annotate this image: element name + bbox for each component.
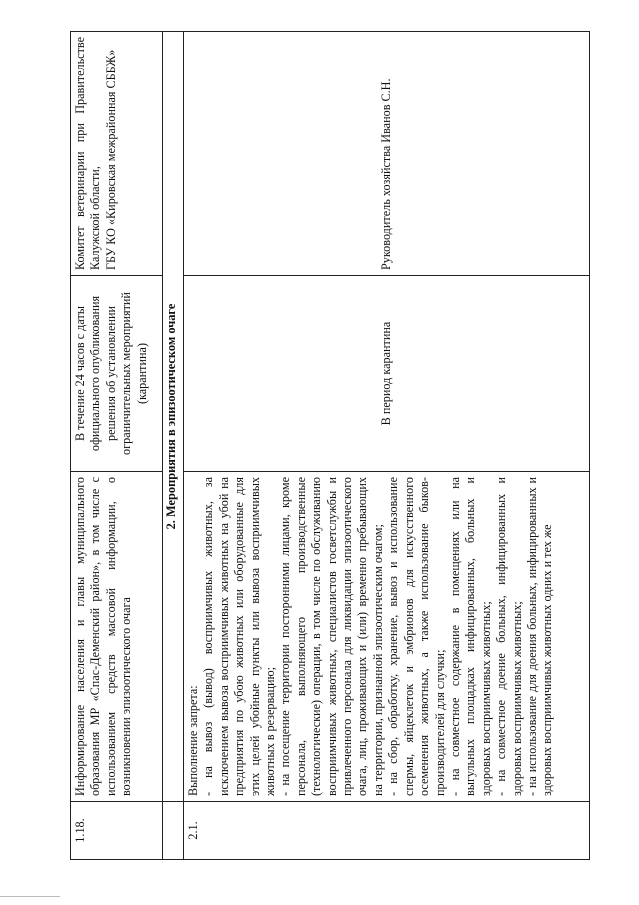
row-term: В течение 24 часов с даты официального опубликования решения об установлении ограничительных мероприятий (карантина) — [71, 276, 163, 472]
scan-edge-mark — [0, 896, 60, 897]
row-number: 2.1. — [184, 802, 590, 860]
section-title: 2. Мероприятия в эпизоотическом очаге — [163, 32, 184, 802]
row-term: В период карантина — [184, 276, 590, 472]
row-action: Информирование населения и главы муниципального образования МР «Спас-Деменский район», в том числе с использованием средств массовой информации, о возникновении эпизоотического очага — [71, 472, 163, 802]
row-action: Выполнение запрета: - на вывоз (вывод) восприимчивых животных, за исключением вывоза восприимчивых животных на убой на предприятия по убою животных или оборудованные для этих целей убойные пункты или вывоза восприимчивых животных в резервацию; - на посещение территории посторонними лицами, кроме персонала, выполняющего производственные (технологические) операции, в том числе по обслуживанию восприимчивых животных, специалистов госветслужбы и привлеченного персонала для ликвидации эпизоотического очага, лиц, проживающих и (или) временно пребывающих на территории, признанной эпизоотическим очагом; - на сбор, обработку, хранение, вывоз и использование спермы, яйцеклеток и эмбрионов для искусственного осеменения животных, а также использование быков-производителей для случки; - на совместное содержание в помещениях или на выгульных площадках инфицированных, больных и здоровых восприимчивых животных; - на совместное доение больных, инфицированных и здоровых восприимчивых животных; - на использование для доения больных, инфицированных и здоровых восприимчивых животных одних и тех же — [184, 472, 590, 802]
row-responsible: Комитет ветеринарии при Правительстве Калужской области, ГБУ КО «Кировская межрайонная СББЖ» — [71, 32, 163, 276]
section-row — [163, 32, 184, 860]
section-number-cell — [163, 802, 184, 860]
rotated-table-container — [70, 32, 590, 860]
table-row — [71, 32, 163, 860]
measures-table — [70, 31, 590, 860]
row-number: 1.18. — [71, 802, 163, 860]
row-responsible: Руководитель хозяйства Иванов С.Н. — [184, 32, 590, 276]
table-row — [184, 32, 590, 860]
